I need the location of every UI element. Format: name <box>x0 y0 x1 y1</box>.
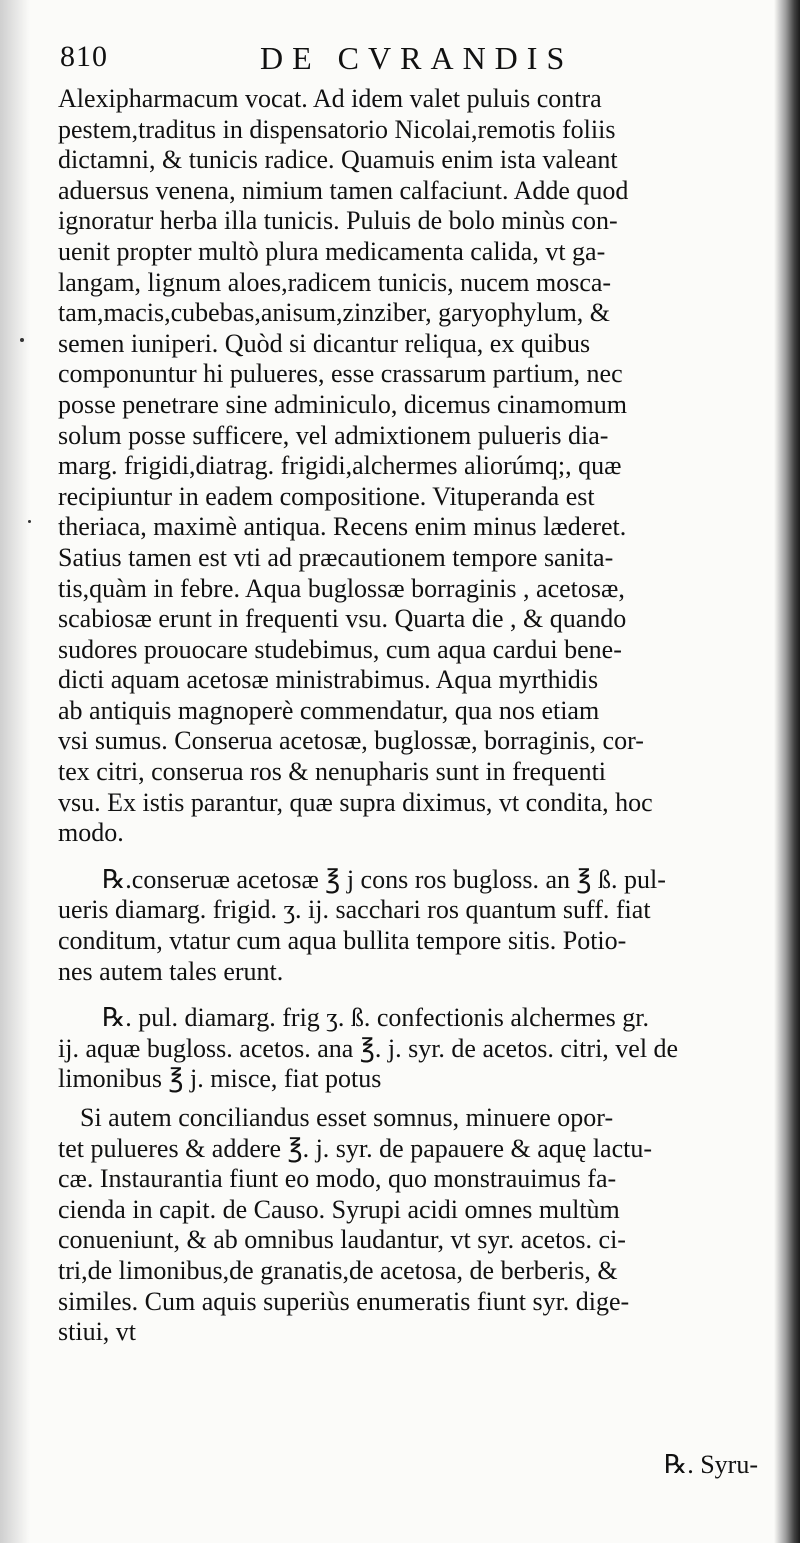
paragraph-recipe-potio <box>58 1003 766 1095</box>
text-line: cienda in capit. de Causo. Syrupi acidi omnes multùm <box>58 1194 620 1224</box>
page-number: 810 <box>60 40 108 73</box>
text-line: similes. Cum aquis superiùs enumeratis fiunt syr. dige- <box>58 1286 630 1316</box>
text-line: theriaca, maximè antiqua. Recens enim minus læderet. <box>58 512 627 542</box>
text-line: dicti aquam acetosæ ministrabimus. Aqua myrthidis <box>58 665 599 695</box>
text-line: uenit propter multò plura medicamenta calida, vt ga- <box>58 236 606 266</box>
paragraph-gap <box>58 1095 766 1103</box>
text-line: sudores prouocare studebimus, cum aqua cardui bene- <box>58 634 622 664</box>
text-line: recipiuntur in eadem compositione. Vituperanda est <box>58 481 595 511</box>
text-line: Si autem conciliandus esset somnus, minuere opor- <box>80 1103 614 1132</box>
page-edge-shadow <box>774 0 800 1543</box>
text-line: scabiosæ erunt in frequenti vsu. Quarta die , & quando <box>58 604 627 634</box>
text-line: posse penetrare sine adminiculo, dicemus cinamomum <box>58 389 627 419</box>
ink-speck <box>28 520 31 523</box>
text-line: modo. <box>58 818 124 848</box>
text-line: pestem,traditus in dispensatorio Nicolai,remotis foliis <box>58 114 616 144</box>
text-line: ℞. pul. diamarg. frig ʒ. ß. confectionis alchermes gr. <box>102 1003 650 1033</box>
text-line: solum posse sufficere, vel admixtionem pulueris dia- <box>58 420 609 450</box>
paragraph-somnus <box>58 1103 766 1348</box>
text-line: vsi sumus. Conserua acetosæ, buglossæ, borraginis, cor- <box>58 726 644 756</box>
paragraph-main <box>58 84 766 849</box>
text-line: aduersus venena, nimium tamen calfaciunt. Adde quod <box>58 175 629 205</box>
ink-speck <box>20 338 24 342</box>
text-line: nes autem tales erunt. <box>58 956 284 986</box>
text-line: tam,macis,cubebas,anisum,zinziber, garyophylum, & <box>58 298 611 328</box>
text-line: ij. aquæ bugloss. acetos. ana ℥. j. syr. de acetos. citri, vel de <box>58 1033 679 1063</box>
text-line: tis,quàm in febre. Aqua buglossæ borraginis , acetosæ, <box>58 573 625 603</box>
text-line: limonibus ℥ j. misce, fiat potus <box>58 1064 382 1094</box>
text-line: Satius tamen est vti ad præcautionem tempore sanita- <box>58 542 614 572</box>
text-line: ℞.conseruæ acetosæ ℥ j cons ros bugloss. an ℥ ß. pul- <box>102 864 666 894</box>
text-line: Alexipharmacum vocat. Ad idem valet puluis contra <box>58 84 602 113</box>
text-line: ueris diamarg. frigid. ʒ. ij. sacchari ros quantum suff. fiat <box>58 895 651 925</box>
catchword: ℞. Syru- <box>663 1450 758 1479</box>
text-line: componuntur hi pulueres, esse crassarum partium, nec <box>58 359 623 389</box>
text-line: tex citri, conserua ros & nenupharis sunt in frequenti <box>58 757 607 787</box>
text-line: langam, lignum aloes,radicem tunicis, nucem mosca- <box>58 267 612 297</box>
text-line: ignoratur herba illa tunicis. Puluis de bolo minùs con- <box>58 206 618 236</box>
paragraph-recipe-condita <box>58 865 766 987</box>
paragraph-gap <box>58 987 766 1003</box>
text-line: conditum, vtatur cum aqua bullita tempore sitis. Potio- <box>58 926 627 956</box>
text-line: ab antiquis magnoperè commendatur, qua nos etiam <box>58 695 600 725</box>
text-line: tri,de limonibus,de granatis,de acetosa, de berberis, & <box>58 1255 618 1285</box>
running-head: DE CVRANDIS <box>260 40 574 76</box>
text-line: stiui, vt <box>58 1317 137 1347</box>
text-line: marg. frigidi,diatrag. frigidi,alchermes aliorúmq;, quæ <box>58 451 622 481</box>
text-line: semen iuniperi. Quòd si dicantur reliqua, ex quibus <box>58 328 591 358</box>
gutter-shadow <box>0 0 30 1543</box>
text-line: dictamni, & tunicis radice. Quamuis enim ista valeant <box>58 145 618 175</box>
text-line: cæ. Instaurantia fiunt eo modo, quo monstrauimus fa- <box>58 1164 617 1194</box>
paragraph-gap <box>58 849 766 865</box>
text-line: vsu. Ex istis parantur, quæ supra diximus, vt condita, hoc <box>58 787 653 817</box>
page-header <box>60 40 760 82</box>
text-line: conueniunt, & ab omnibus laudantur, vt syr. acetos. ci- <box>58 1225 626 1255</box>
text-line: tet pulueres & addere ℥. j. syr. de papauere & aquę lactu- <box>58 1133 653 1163</box>
body-text <box>58 84 766 1348</box>
